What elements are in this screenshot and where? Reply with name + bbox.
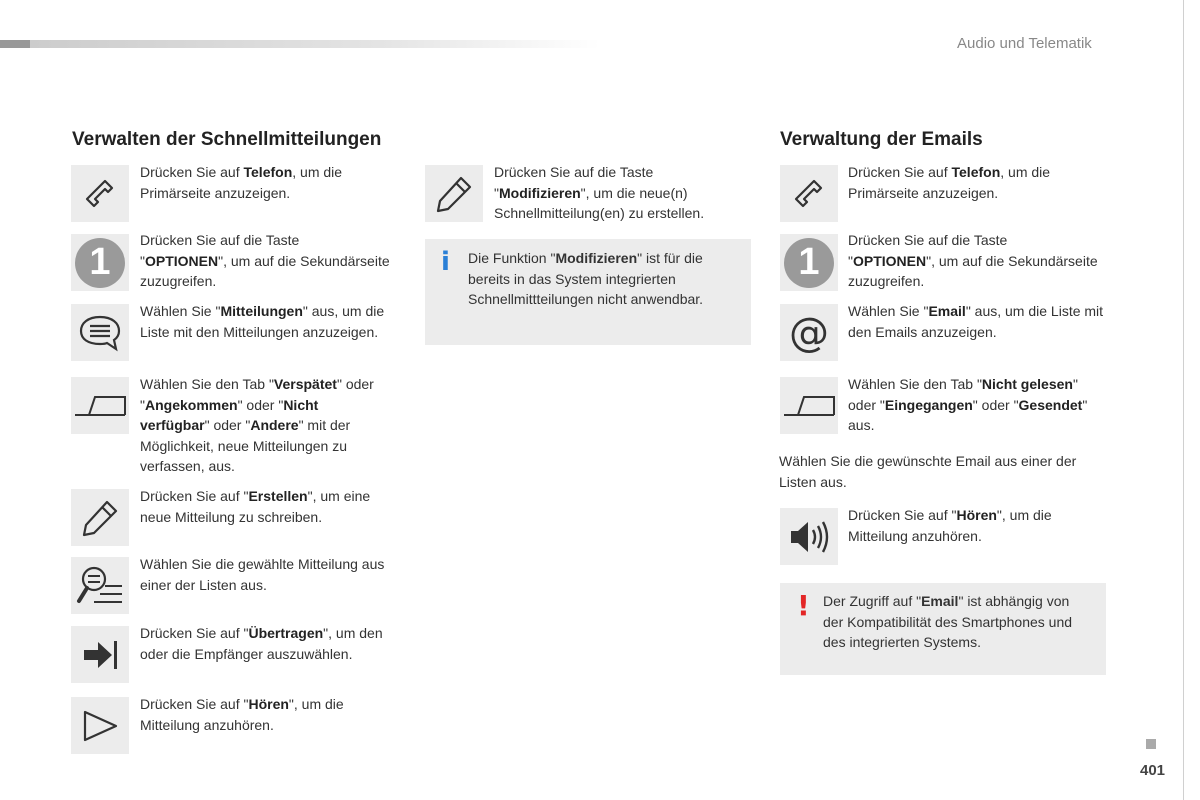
- header-title: Audio und Telematik: [957, 35, 1092, 52]
- page-corner-marker: [1146, 739, 1156, 749]
- step-text: Drücken Sie auf "Erstellen", um eine neue Mitteilung zu schreiben.: [140, 488, 371, 525]
- number-1-icon: [71, 234, 129, 291]
- step-text: Drücken Sie auf die Taste "Modifizieren", um die neue(n) Schnellmitteilung(en) zu erstellen.: [494, 164, 705, 221]
- at-sign-glyph: @: [789, 309, 829, 356]
- number-1-icon: [780, 234, 838, 291]
- step-text: Wählen Sie den Tab "Nicht gelesen" oder "Eingegangen" oder "Gesendet" aus.: [848, 376, 1088, 433]
- section-title-quick-messages: Verwalten der Schnellmitteilungen: [72, 129, 382, 150]
- phone-icon: [780, 165, 838, 222]
- step-text: Drücken Sie auf Telefon, um die Primärseite anzuzeigen.: [140, 164, 343, 201]
- section-title-emails: Verwaltung der Emails: [780, 129, 983, 150]
- step-text: Drücken Sie auf "Hören", um die Mitteilung anzuhören.: [140, 696, 344, 733]
- tab-icon: [780, 377, 838, 434]
- page-number: 401: [1140, 762, 1166, 779]
- warning-note-text: Der Zugriff auf "Email" ist abhängig von der Kompatibilität des Smartphones und des integrierten Systems.: [823, 593, 1073, 650]
- step-text: Wählen Sie "Mitteilungen" aus, um die Liste mit den Mitteilungen anzuzeigen.: [140, 303, 385, 340]
- pencil-icon: [71, 489, 129, 546]
- pencil-icon: [425, 165, 483, 222]
- step-text: Drücken Sie auf "Übertragen", um den oder die Empfänger auszuwählen.: [140, 625, 383, 662]
- header-gradient-bar: [0, 40, 600, 48]
- warning-icon: !: [797, 589, 810, 622]
- transfer-arrow-icon: [71, 626, 129, 683]
- info-icon: i: [441, 247, 450, 277]
- step-text: Wählen Sie den Tab "Verspätet" oder "Angekommen" oder "Nicht verfügbar" oder "Andere" mit der Möglichkeit, neue Mitteilungen zu verfassen, aus.: [140, 376, 374, 474]
- message-bubble-icon: [71, 304, 129, 361]
- step-number: 1: [784, 238, 834, 288]
- search-list-icon: [71, 557, 129, 614]
- step-text: Wählen Sie "Email" aus, um die Liste mit den Emails anzuzeigen.: [848, 303, 1104, 340]
- plain-instruction: Wählen Sie die gewünschte Email aus einer der Listen aus.: [779, 453, 1077, 490]
- speaker-icon: [780, 508, 838, 565]
- step-text: Drücken Sie auf die Taste "OPTIONEN", um auf die Sekundärseite zuzugreifen.: [848, 232, 1098, 289]
- phone-icon: [71, 165, 129, 222]
- play-icon: [71, 697, 129, 754]
- step-text: Drücken Sie auf "Hören", um die Mitteilung anzuhören.: [848, 507, 1052, 544]
- info-note-text: Die Funktion "Modifizieren" ist für die bereits in das System integrierten Schnellmittteilungen nicht anwendbar.: [468, 250, 704, 307]
- step-text: Wählen Sie die gewählte Mitteilung aus einer der Listen aus.: [140, 556, 385, 593]
- step-text: Drücken Sie auf Telefon, um die Primärseite anzuzeigen.: [848, 164, 1051, 201]
- step-text: Drücken Sie auf die Taste "OPTIONEN", um auf die Sekundärseite zuzugreifen.: [140, 232, 390, 289]
- at-sign-icon: [780, 304, 838, 361]
- tab-icon: [71, 377, 129, 434]
- page-edge-line: [1183, 0, 1184, 800]
- step-number: 1: [75, 238, 125, 288]
